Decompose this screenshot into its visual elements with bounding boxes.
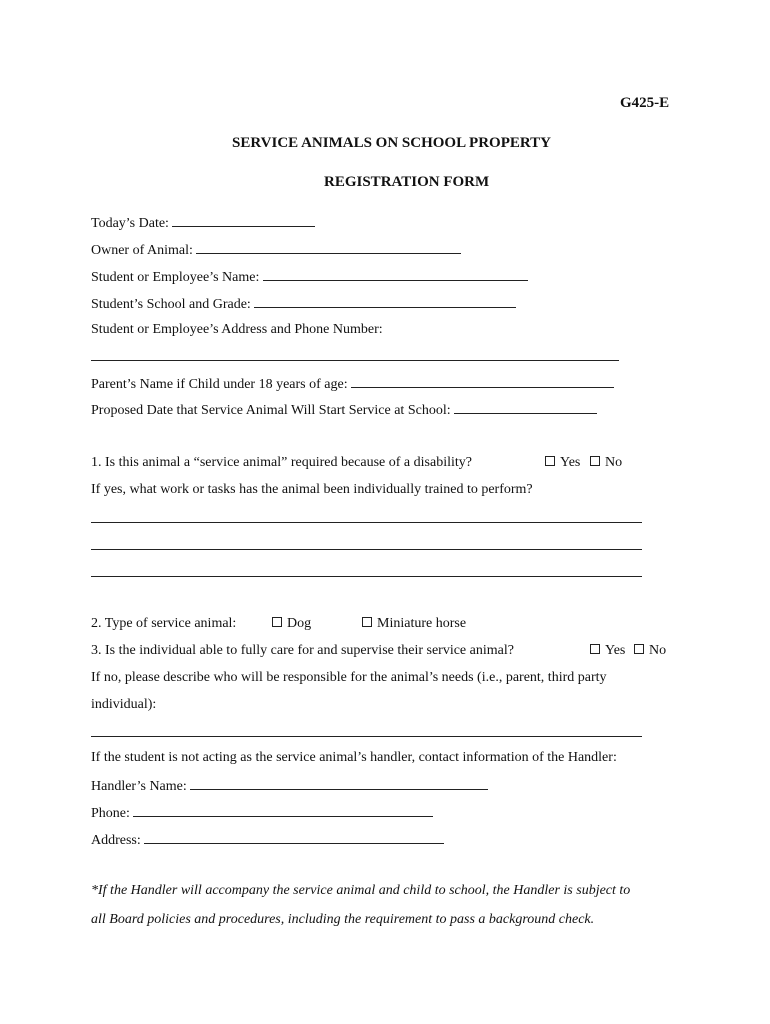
q1-answer-line-1[interactable] [91, 522, 642, 523]
school-grade-field[interactable] [91, 295, 516, 313]
q2-dog-label: Dog [287, 616, 312, 631]
footnote-line-1: *If the Handler will accompany the service animal and child to school, the Handler is subject to [91, 883, 631, 898]
q3-answer-line[interactable] [91, 736, 642, 737]
q1-yes-label: Yes [560, 455, 581, 470]
owner-input-line[interactable] [196, 241, 461, 254]
school-grade-input-line[interactable] [254, 295, 516, 308]
todays-date-field[interactable] [91, 214, 315, 232]
q2-horse-label: Miniature horse [377, 616, 467, 631]
todays-date-label: Today’s Date: [91, 216, 169, 231]
q3-yes-option[interactable] [590, 643, 625, 659]
q2-question: 2. Type of service animal: [91, 616, 237, 631]
q2-dog-option[interactable] [272, 616, 311, 632]
owner-field[interactable] [91, 241, 461, 259]
q1-yes-checkbox[interactable] [545, 456, 555, 466]
q3-followup-line-2: individual): [91, 697, 157, 712]
q3-no-checkbox[interactable] [634, 644, 644, 654]
q3-no-label: No [649, 643, 667, 658]
handler-address-label: Address: [91, 833, 141, 848]
form-title: SERVICE ANIMALS ON SCHOOL PROPERTY [232, 135, 551, 151]
handler-phone-label: Phone: [91, 806, 130, 821]
q1-question: 1. Is this animal a “service animal” required because of a disability? [91, 455, 472, 470]
q1-no-label: No [605, 455, 623, 470]
q3-followup-line-1: If no, please describe who will be responsible for the animal’s needs (i.e., parent, third party [91, 670, 607, 685]
q3-yes-checkbox[interactable] [590, 644, 600, 654]
q3-yes-label: Yes [605, 643, 626, 658]
q1-yes-option[interactable] [545, 455, 580, 471]
parent-name-input-line[interactable] [351, 375, 614, 388]
q2-horse-option[interactable] [362, 616, 466, 632]
address-phone-label: Student or Employee’s Address and Phone Number: [91, 322, 383, 337]
q1-no-checkbox[interactable] [590, 456, 600, 466]
handler-name-input-line[interactable] [190, 777, 488, 790]
handler-intro: If the student is not acting as the service animal’s handler, contact information of the Handler: [91, 750, 617, 765]
school-grade-label: Student’s School and Grade: [91, 297, 251, 312]
q1-followup: If yes, what work or tasks has the animal been individually trained to perform? [91, 482, 533, 497]
q2-dog-checkbox[interactable] [272, 617, 282, 627]
student-name-label: Student or Employee’s Name: [91, 270, 260, 285]
q1-answer-line-2[interactable] [91, 549, 642, 550]
handler-phone-input-line[interactable] [133, 804, 433, 817]
parent-name-label: Parent’s Name if Child under 18 years of age: [91, 377, 348, 392]
q1-answer-line-3[interactable] [91, 576, 642, 577]
student-name-field[interactable] [91, 268, 528, 286]
address-phone-input-line[interactable] [91, 360, 619, 361]
q3-question: 3. Is the individual able to fully care for and supervise their service animal? [91, 643, 514, 658]
handler-phone-field[interactable] [91, 804, 433, 822]
start-date-field[interactable] [91, 401, 597, 419]
handler-name-label: Handler’s Name: [91, 779, 187, 794]
handler-address-input-line[interactable] [144, 831, 444, 844]
owner-label: Owner of Animal: [91, 243, 193, 258]
start-date-input-line[interactable] [454, 401, 597, 414]
q3-no-option[interactable] [634, 643, 666, 659]
form-subtitle: REGISTRATION FORM [324, 174, 490, 190]
handler-address-field[interactable] [91, 831, 444, 849]
footnote-line-2: all Board policies and procedures, including the requirement to pass a background check. [91, 912, 595, 927]
handler-name-field[interactable] [91, 777, 488, 795]
q1-no-option[interactable] [590, 455, 622, 471]
q2-horse-checkbox[interactable] [362, 617, 372, 627]
parent-name-field[interactable] [91, 375, 614, 393]
todays-date-input-line[interactable] [172, 214, 315, 227]
form-code: G425-E [620, 95, 670, 111]
start-date-label: Proposed Date that Service Animal Will Start Service at School: [91, 403, 451, 418]
student-name-input-line[interactable] [263, 268, 528, 281]
